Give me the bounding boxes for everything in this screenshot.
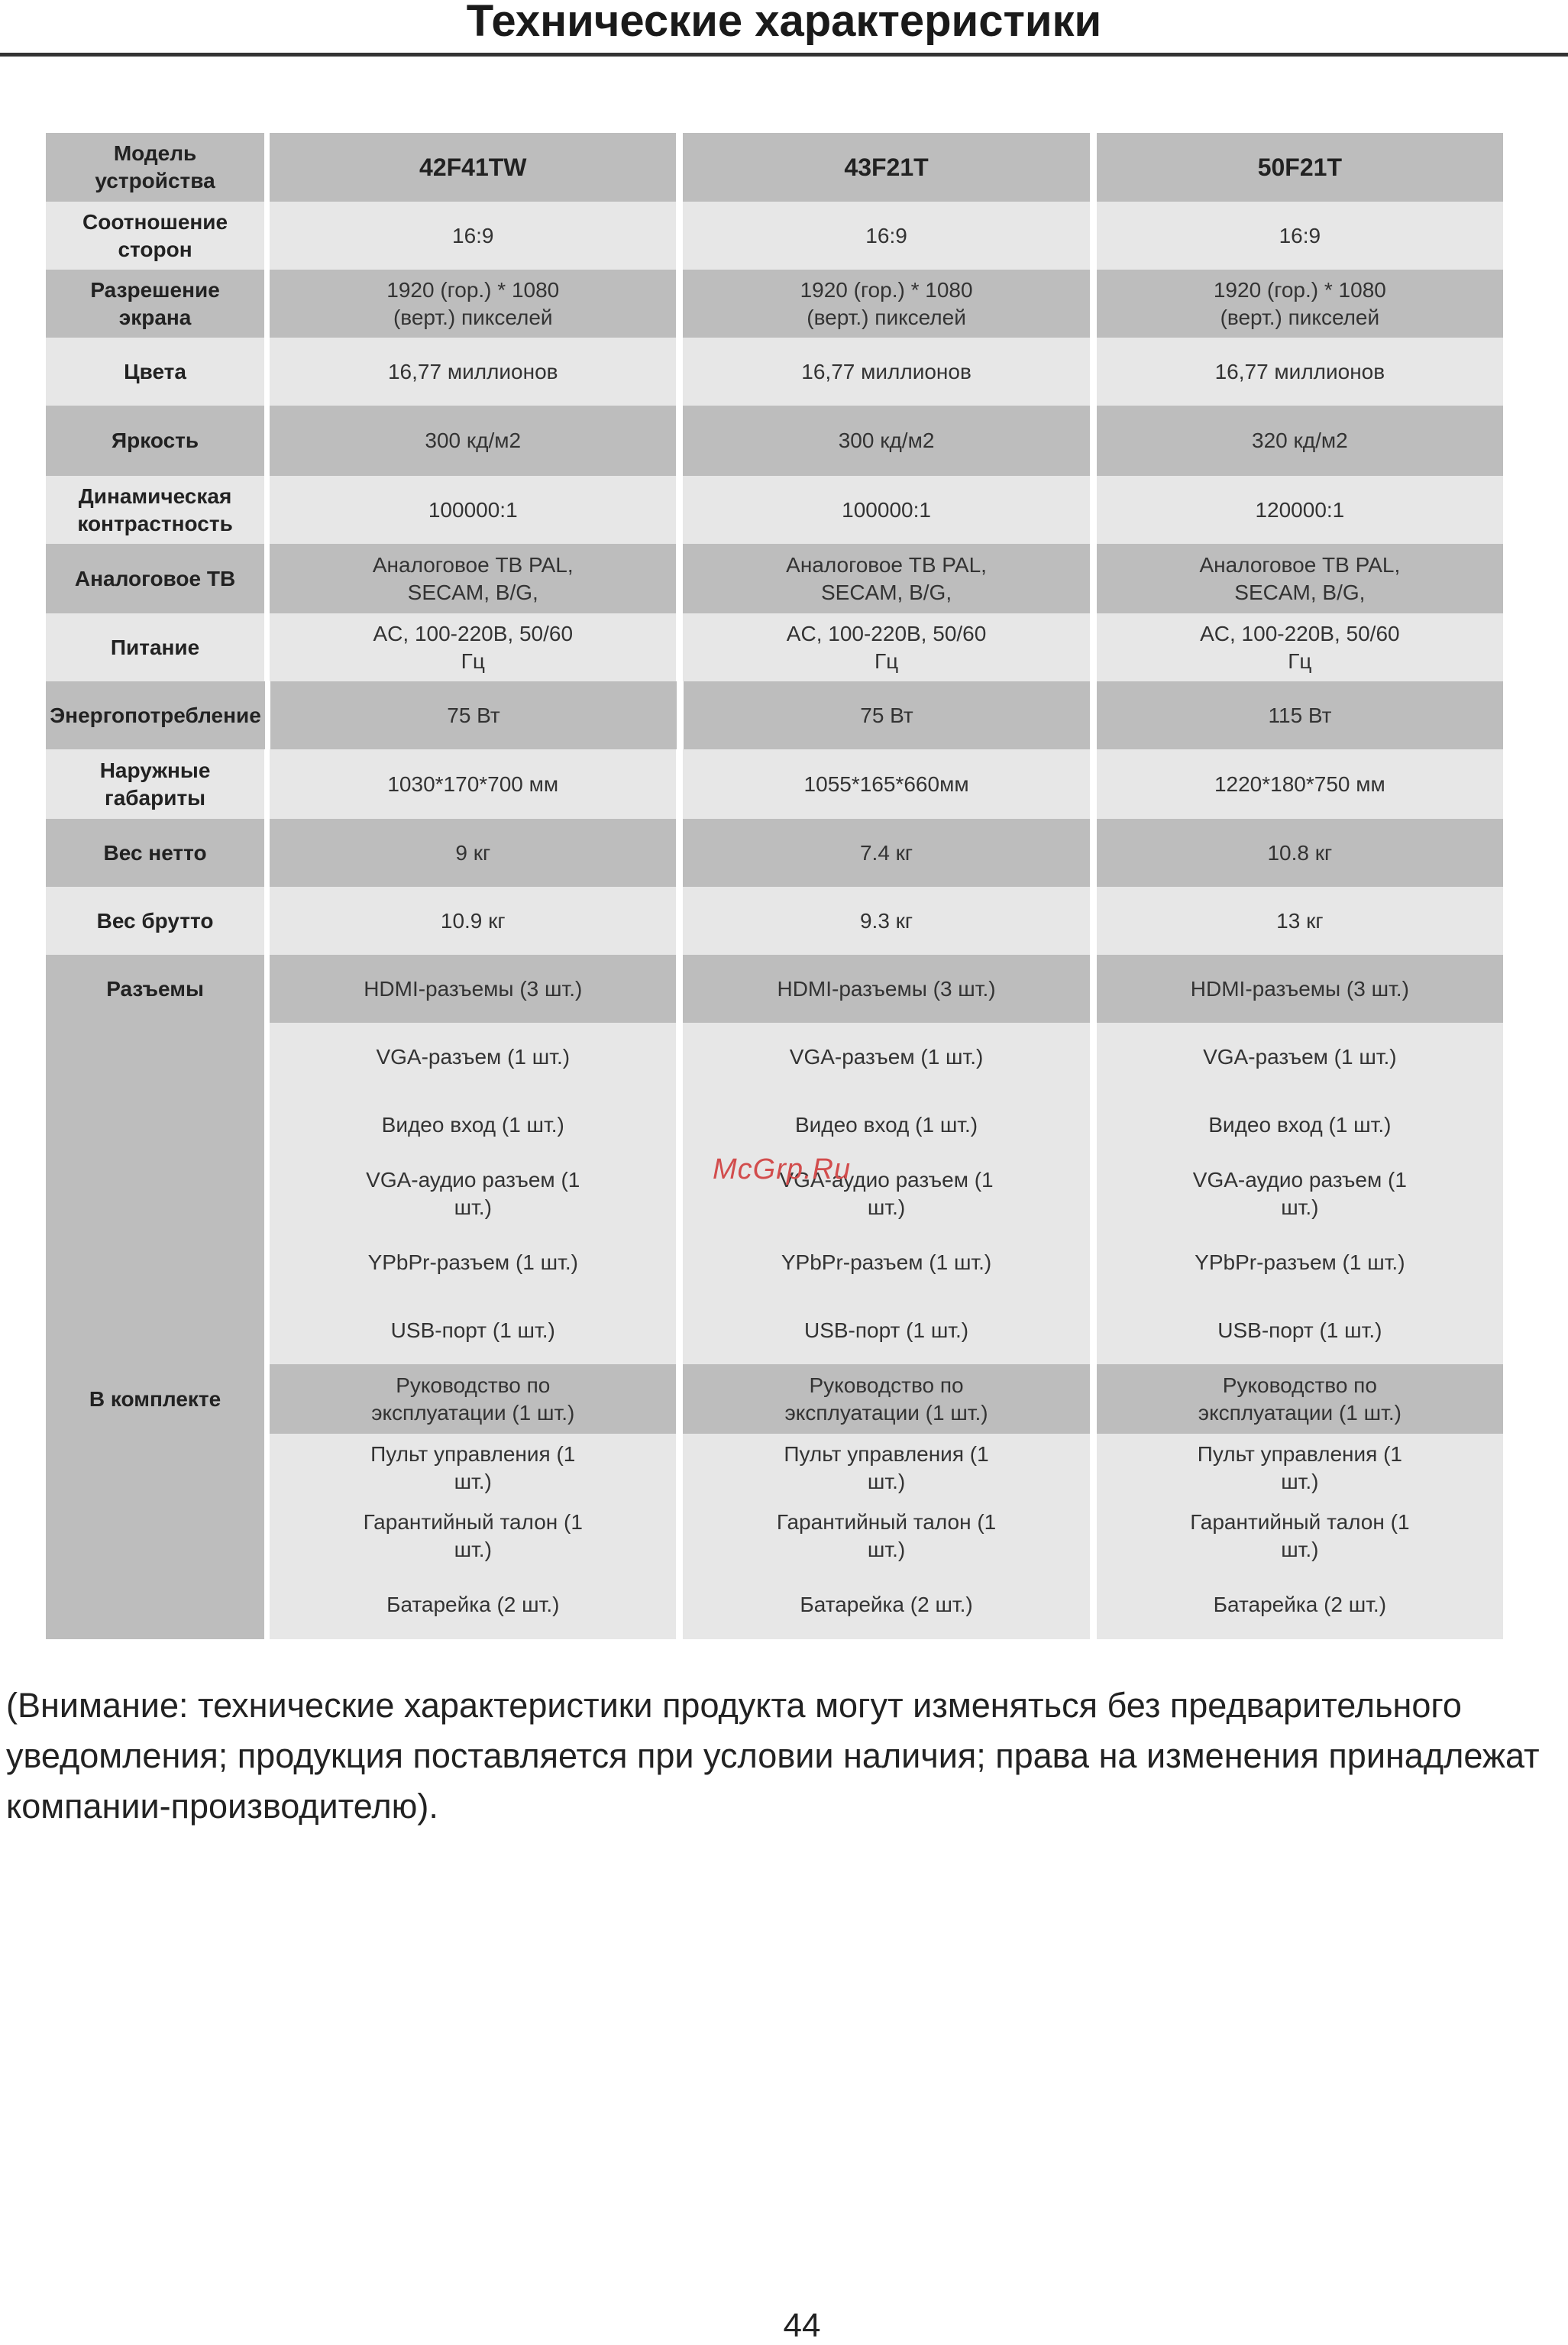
model-1: 42F41TW [270, 133, 676, 202]
row-value-model-3: VGA-разъем (1 шт.) [1097, 1023, 1503, 1091]
row-value-model-3: YPbPr-разъем (1 шт.) [1097, 1228, 1503, 1296]
row-value-model-2: 1055*165*660мм [683, 749, 1089, 819]
row-value-model-2: 100000:1 [683, 476, 1089, 544]
row-label: Динамическая контрастность [46, 476, 264, 544]
table-row [46, 955, 1503, 1023]
model-3: 50F21T [1097, 133, 1503, 202]
row-value-model-2: 16:9 [683, 202, 1089, 270]
row-label: Питание [46, 613, 264, 681]
row-value-model-1: YPbPr-разъем (1 шт.) [270, 1228, 676, 1296]
row-value-model-3: USB-порт (1 шт.) [1097, 1296, 1503, 1364]
row-label [46, 1159, 264, 1228]
row-value-model-2: Гарантийный талон (1 шт.) [683, 1502, 1089, 1570]
table-row [46, 819, 1503, 887]
row-label [46, 1570, 264, 1639]
row-value-model-1: HDMI-разъемы (3 шт.) [270, 955, 676, 1023]
table-row [46, 749, 1503, 819]
row-value-model-3: 1220*180*750 мм [1097, 749, 1503, 819]
table-row [46, 681, 1503, 749]
disclaimer-note: (Внимание: технические характеристики продукта могут изменяться без предварительного уведомления; продукция поставляется при условии наличия; права на изменения принадлежат компании-производителю). [6, 1686, 1540, 1826]
row-value-model-1: Аналоговое ТВ PAL, SECAM, B/G, [270, 544, 676, 613]
row-label [46, 1091, 264, 1159]
row-value-model-3: VGA-аудио разъем (1 шт.) [1097, 1159, 1503, 1228]
row-label: Соотношение сторон [46, 202, 264, 270]
row-value-model-1: USB-порт (1 шт.) [270, 1296, 676, 1364]
row-value-model-1: 10.9 кг [270, 887, 676, 955]
row-value-model-1: Гарантийный талон (1 шт.) [270, 1502, 676, 1570]
row-label [46, 1434, 264, 1502]
row-value-model-3: 115 Вт [1097, 681, 1503, 749]
table-row [46, 406, 1503, 476]
row-value-model-2: Аналоговое ТВ PAL, SECAM, B/G, [683, 544, 1089, 613]
row-value-model-2: HDMI-разъемы (3 шт.) [683, 955, 1089, 1023]
row-value-model-1: 16:9 [270, 202, 676, 270]
row-value-model-1: 9 кг [270, 819, 676, 887]
table-header-row [46, 133, 1503, 202]
row-value-model-2: VGA-аудио разъем (1 шт.) [683, 1159, 1089, 1228]
row-value-model-1: Батарейка (2 шт.) [270, 1570, 676, 1639]
row-value-model-2: 16,77 миллионов [683, 338, 1089, 406]
row-value-model-2: Руководство по эксплуатации (1 шт.) [683, 1364, 1089, 1434]
row-value-model-3: HDMI-разъемы (3 шт.) [1097, 955, 1503, 1023]
row-label: Наружные габариты [46, 749, 264, 819]
table-row [46, 544, 1503, 613]
row-label: Вес брутто [46, 887, 264, 955]
spec-table [46, 133, 1503, 1639]
row-label [46, 1296, 264, 1364]
row-label: Энергопотребление [46, 681, 265, 749]
row-value-model-3: 16,77 миллионов [1097, 338, 1503, 406]
row-label [46, 1023, 264, 1091]
row-value-model-2: USB-порт (1 шт.) [683, 1296, 1089, 1364]
row-value-model-1: 75 Вт [270, 681, 677, 749]
row-value-model-1: Видео вход (1 шт.) [270, 1091, 676, 1159]
table-row [46, 887, 1503, 955]
row-label [46, 1228, 264, 1296]
row-label [46, 1502, 264, 1570]
row-value-model-1: VGA-разъем (1 шт.) [270, 1023, 676, 1091]
row-value-model-2: Пульт управления (1 шт.) [683, 1434, 1089, 1502]
table-row [46, 1570, 1503, 1639]
table-row [46, 202, 1503, 270]
table-row [46, 1364, 1503, 1434]
row-label: Разъемы [46, 955, 264, 1023]
row-value-model-3: Пульт управления (1 шт.) [1097, 1434, 1503, 1502]
row-value-model-1: 16,77 миллионов [270, 338, 676, 406]
page-number: 44 [783, 2307, 821, 2344]
row-value-model-3: Видео вход (1 шт.) [1097, 1091, 1503, 1159]
table-row [46, 476, 1503, 544]
row-value-model-3: Гарантийный талон (1 шт.) [1097, 1502, 1503, 1570]
row-label: В комплекте [46, 1364, 264, 1434]
table-row [46, 1434, 1503, 1502]
table-row [46, 1023, 1503, 1091]
row-value-model-3: 1920 (гор.) * 1080 (верт.) пикселей [1097, 270, 1503, 338]
table-row [46, 1091, 1503, 1159]
table-row [46, 270, 1503, 338]
row-value-model-1: 1920 (гор.) * 1080 (верт.) пикселей [270, 270, 676, 338]
row-value-model-1: VGA-аудио разъем (1 шт.) [270, 1159, 676, 1228]
row-value-model-2: 9.3 кг [683, 887, 1089, 955]
row-value-model-2: 7.4 кг [683, 819, 1089, 887]
row-label: Аналоговое ТВ [46, 544, 264, 613]
row-label: Вес нетто [46, 819, 264, 887]
table-row [46, 338, 1503, 406]
row-value-model-2: Видео вход (1 шт.) [683, 1091, 1089, 1159]
model-2: 43F21T [683, 133, 1089, 202]
row-label: Цвета [46, 338, 264, 406]
table-row [46, 1228, 1503, 1296]
row-value-model-2: 1920 (гор.) * 1080 (верт.) пикселей [683, 270, 1089, 338]
row-label: Яркость [46, 406, 264, 476]
row-value-model-2: YPbPr-разъем (1 шт.) [683, 1228, 1089, 1296]
row-value-model-3: Аналоговое ТВ PAL, SECAM, B/G, [1097, 544, 1503, 613]
page-title: Технические характеристики [0, 0, 1568, 57]
row-value-model-3: Руководство по эксплуатации (1 шт.) [1097, 1364, 1503, 1434]
row-value-model-2: VGA-разъем (1 шт.) [683, 1023, 1089, 1091]
row-value-model-3: AC, 100-220В, 50/60 Гц [1097, 613, 1503, 681]
row-value-model-2: AC, 100-220В, 50/60 Гц [683, 613, 1089, 681]
table-row [46, 613, 1503, 681]
row-value-model-3: 320 кд/м2 [1097, 406, 1503, 476]
row-value-model-2: 300 кд/м2 [683, 406, 1089, 476]
row-value-model-3: 120000:1 [1097, 476, 1503, 544]
row-value-model-1: Руководство по эксплуатации (1 шт.) [270, 1364, 676, 1434]
row-value-model-1: 300 кд/м2 [270, 406, 676, 476]
row-label: Разрешение экрана [46, 270, 264, 338]
row-value-model-3: Батарейка (2 шт.) [1097, 1570, 1503, 1639]
row-value-model-3: 13 кг [1097, 887, 1503, 955]
row-value-model-2: Батарейка (2 шт.) [683, 1570, 1089, 1639]
table-row [46, 1296, 1503, 1364]
row-value-model-2: 75 Вт [684, 681, 1090, 749]
header-label: Модель устройства [46, 133, 264, 202]
row-value-model-3: 16:9 [1097, 202, 1503, 270]
row-value-model-1: AC, 100-220В, 50/60 Гц [270, 613, 676, 681]
row-value-model-3: 10.8 кг [1097, 819, 1503, 887]
row-value-model-1: Пульт управления (1 шт.) [270, 1434, 676, 1502]
row-value-model-1: 100000:1 [270, 476, 676, 544]
watermark: McGrp.Ru [713, 1153, 852, 1185]
table-row [46, 1502, 1503, 1570]
row-value-model-1: 1030*170*700 мм [270, 749, 676, 819]
